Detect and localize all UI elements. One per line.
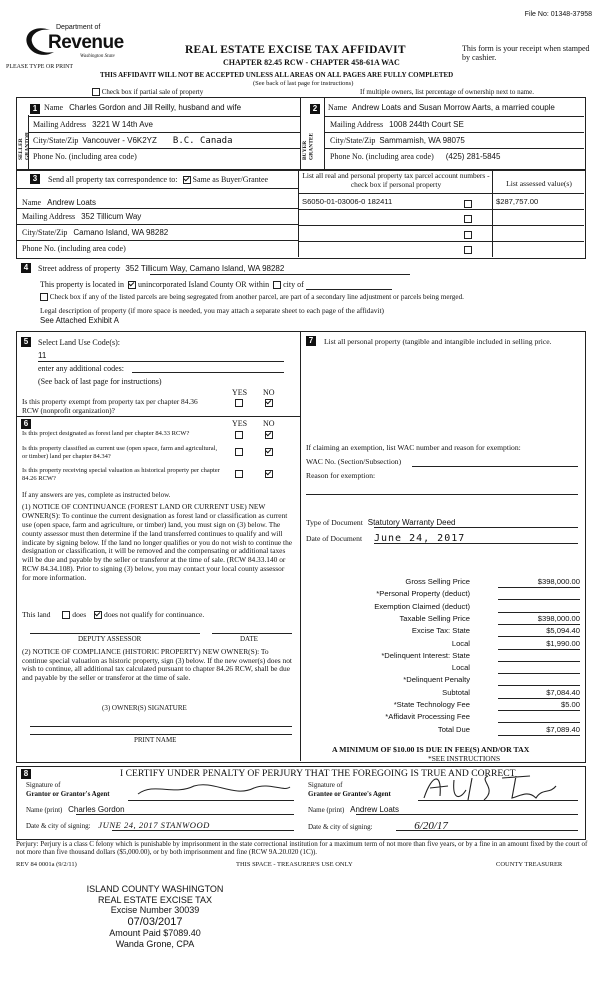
fee-amount[interactable]: $1,990.00 (498, 640, 580, 650)
please-type: PLEASE TYPE OR PRINT (6, 64, 74, 70)
fee-amount[interactable] (498, 590, 580, 600)
section-7-number: 7 (306, 336, 316, 346)
city-of-checkbox[interactable] (273, 281, 281, 289)
fee-label: *Delinquent Interest: State (381, 650, 470, 660)
buyer-mailing-row (330, 120, 464, 129)
fee-row (340, 713, 580, 723)
assessed-value[interactable]: $287,757.00 (496, 197, 539, 206)
grantor-name[interactable]: Charles Gordon (68, 805, 125, 814)
reason-label: Reason for exemption: (306, 471, 376, 480)
s3-city[interactable]: Camano Island, WA 98282 (73, 228, 169, 237)
current-use-no-checkbox[interactable] (265, 447, 273, 456)
fee-label: Subtotal (442, 687, 470, 697)
buyer-name-label: Name (328, 103, 348, 112)
logo-dept-text: Department of (56, 24, 101, 31)
buyer-phone[interactable]: (425) 281-5845 (445, 152, 501, 161)
s3-name-row (22, 198, 96, 207)
seller-city-label: City/State/Zip (33, 136, 79, 145)
fee-row (340, 627, 580, 637)
location-row (40, 280, 304, 289)
s6-no-header: NO (263, 419, 275, 428)
fee-label: Local (451, 638, 470, 648)
stamp-tax: REAL ESTATE EXCISE TAX (97, 894, 213, 905)
deputy-assessor-label: DEPUTY ASSESSOR (78, 635, 142, 643)
does-label: does (72, 610, 87, 619)
fee-row (340, 578, 580, 588)
grantor-date-row (26, 820, 210, 830)
owner-signature-label: (3) OWNER(S) SIGNATURE (102, 704, 187, 712)
fee-label: Local (451, 663, 470, 673)
receipt-note: This form is your receipt when stamped by cashier. (462, 44, 590, 63)
grantor-sig-label-2: Grantor or Grantor's Agent (26, 790, 110, 798)
grantor-date-label: Date & city of signing: (26, 822, 91, 830)
additional-codes-label: enter any additional codes: (38, 364, 124, 373)
s3-city-row (22, 228, 168, 237)
personal-property-checkbox-3[interactable] (464, 230, 472, 239)
multiple-owners-note: If multiple owners, list percentage of ownership next to name. (360, 88, 534, 96)
seller-mailing-row (33, 120, 153, 129)
does-checkbox[interactable] (62, 611, 70, 619)
does-not-label: does not (104, 610, 130, 619)
stamp-county: ISLAND COUNTY WASHINGTON (86, 884, 224, 894)
section-6-number: 6 (21, 419, 31, 429)
buyer-mailing[interactable]: 1008 244th Court SE (389, 120, 464, 129)
fee-amount[interactable]: $5.00 (498, 701, 580, 711)
section-2-number: 2 (310, 104, 320, 114)
stamp-date: 07/03/2017 (127, 915, 183, 928)
s3-name-label: Name (22, 198, 42, 207)
fee-amount[interactable]: $398,000.00 (498, 578, 580, 588)
treasurer-stamp (70, 884, 240, 949)
notice-compliance: (2) NOTICE OF COMPLIANCE (HISTORIC PROPERTY) NEW OWNER(S): To continue special valuation as historic property, sign (3) below. If the new owner(s) does not wish to continue, all additional tax calculated pursuant to chapter 84.26 RCW, shall be due and payable by the seller or transferor at the time of sale. (22, 647, 292, 683)
form-title: REAL ESTATE EXCISE TAX AFFIDAVIT (185, 44, 406, 56)
fee-label: Excise Tax: State (411, 626, 470, 636)
s5-yes-header: YES (232, 388, 248, 397)
partial-sale-label: Check box if partial sale of property (101, 88, 204, 96)
forest-question: Is this project designated as forest land per chapter 84.33 RCW? (22, 430, 190, 437)
print-name-label: PRINT NAME (134, 736, 177, 744)
stamp-amount: Amount Paid $7089.40 (109, 928, 201, 939)
s3-city-label: City/State/Zip (22, 228, 68, 237)
unincorporated-checkbox[interactable] (128, 281, 136, 289)
seller-city[interactable]: Vancouver - V6K2YZ (82, 136, 157, 145)
legal-label: Legal description of property (if more space is needed, you may attach a separate sheet to each page of the affidavit) (40, 306, 384, 315)
street-row (38, 264, 284, 273)
grantee-name[interactable]: Andrew Loats (350, 805, 400, 814)
seller-mailing-label: Mailing Address (33, 120, 87, 129)
fee-label: Exemption Claimed (deduct) (374, 601, 470, 611)
s3-phone-label: Phone No. (including area code) (22, 244, 126, 253)
fee-row (340, 701, 580, 711)
fee-row (340, 676, 580, 686)
segregated-row (40, 293, 590, 301)
s3-mailing-row (22, 212, 141, 221)
fee-label: Gross Selling Price (405, 577, 470, 586)
seller-phone-label: Phone No. (including area code) (33, 152, 137, 161)
buyer-phone-row (330, 152, 500, 161)
street-address[interactable]: 352 Tillicum Way, Camano Island, WA 98282 (125, 264, 285, 273)
same-as-buyer-checkbox[interactable] (183, 176, 191, 184)
send-correspondence-row (48, 175, 268, 184)
exempt-no-checkbox[interactable] (265, 398, 273, 407)
assessed-header: List assessed value(s) (506, 179, 572, 188)
minimum-due-note: A MINIMUM OF $10.00 IS DUE IN FEE(S) AND/OR TAX (332, 745, 530, 754)
doc-type[interactable]: Statutory Warranty Deed (367, 518, 456, 527)
personal-property-checkbox-1[interactable] (464, 199, 472, 208)
file-number: File No: 01348-37958 (524, 11, 592, 18)
grantee-date-label: Date & city of signing: (308, 823, 373, 831)
fee-amount[interactable] (498, 676, 580, 686)
partial-sale-checkbox[interactable] (92, 88, 100, 96)
segregated-checkbox[interactable] (40, 293, 48, 301)
doc-date-label: Date of Document (306, 534, 363, 543)
fee-amount[interactable] (498, 664, 580, 674)
buyer-name-row (328, 103, 583, 112)
seller-mailing[interactable]: 3221 W 14th Ave (92, 120, 153, 129)
fee-amount[interactable] (498, 603, 580, 613)
s5-no-header: NO (263, 388, 275, 397)
seller-name-row (44, 103, 298, 112)
fee-label: *State Technology Fee (393, 700, 470, 709)
grantee-name-label: Name (print) (308, 806, 345, 814)
current-use-yes-checkbox[interactable] (235, 447, 243, 456)
s3-mailing[interactable]: 352 Tillicum Way (81, 212, 142, 221)
historic-yes-checkbox[interactable] (235, 469, 243, 478)
buyer-city-row (330, 136, 465, 145)
does-not-checkbox[interactable] (94, 611, 102, 619)
partial-sale-row (92, 88, 203, 96)
grantor-date[interactable]: JUNE 24, 2017 STANWOOD (98, 820, 210, 830)
personal-property-checkbox-2[interactable] (464, 214, 472, 223)
parcel-header: List all real and personal property tax parcel account numbers - check box if personal property (302, 171, 490, 189)
continuance-row (22, 611, 204, 620)
s6-yes-header: YES (232, 419, 248, 428)
seller-side-label: SELLER GRANTOR (18, 131, 31, 160)
grantor-sig-label-1: Signature of (26, 781, 61, 789)
notice-continuance: (1) NOTICE OF CONTINUANCE (FOREST LAND OR CURRENT USE) NEW OWNER(S): To continue the current designation as forest land or classification as current use (open space, farm and agriculture, or timber) land, you must sign on (3) below. The county assessor must then determine if the land transferred continues to qualify and will indicate by signing below. If the land no longer qualifies or you do not wish to continue the designation or classification, it will be removed and the compensating or additional taxes will be due and payable by the seller or transferor at the time of sale. (RCW 84.33.140 or RCW 84.34.108). Prior to signing (3) below, you may contact your local county assessor for more information. (22, 502, 293, 582)
seller-name-label: Name (44, 103, 64, 112)
grantee-signature (418, 770, 568, 804)
this-land-label: This land (22, 610, 51, 619)
fee-row (340, 664, 580, 674)
current-use-question: Is this property classified as current use (open space, farm and agricultural, or timber) land per chapter 84.34? (22, 445, 218, 460)
fee-row (340, 640, 580, 650)
fee-label: Total Due (437, 724, 470, 734)
buyer-city[interactable]: Sammamish, WA 98075 (379, 136, 465, 145)
fee-amount[interactable] (498, 652, 580, 662)
grantee-date-row (308, 820, 448, 833)
street-label: Street address of property (38, 264, 121, 273)
forest-no-checkbox[interactable] (265, 430, 273, 439)
located-in-label: This property is located in (40, 280, 124, 289)
logo-state-text: Washington State (80, 54, 115, 59)
treasurer-use-note: THIS SPACE - TREASURER'S USE ONLY (236, 861, 353, 868)
fee-amount[interactable] (498, 713, 580, 723)
seller-name[interactable]: Charles Gordon and Jill Reilly, husband and wife (69, 103, 242, 112)
fee-amount[interactable]: $7,089.40 (498, 726, 580, 736)
send-correspondence-label: Send all property tax correspondence to: (48, 175, 178, 184)
stamp-excise-number: Excise Number 30039 (110, 905, 200, 916)
fee-row (340, 590, 580, 600)
land-use-code[interactable]: 11 (38, 351, 47, 360)
grantee-date[interactable]: 6/20/17 (414, 820, 448, 832)
fee-amount[interactable]: $5,094.40 (498, 627, 580, 637)
certify-statement: I CERTIFY UNDER PENALTY OF PERJURY THAT THE FOREGOING IS TRUE AND CORRECT (120, 768, 516, 779)
segregated-label: Check box if any of the listed parcels are being segregated from another parcel, are part of a secondary line adjustment or parcels being merged. (49, 293, 464, 301)
buyer-city-label: City/State/Zip (330, 136, 376, 145)
fee-row (340, 689, 580, 699)
if-yes-note: If any answers are yes, complete as instructed below. (22, 491, 171, 499)
section-3-number: 3 (30, 174, 40, 184)
grantor-signature (134, 778, 294, 800)
stamp-signer: Wanda Grone, CPA (115, 938, 195, 949)
exempt-yes-checkbox[interactable] (235, 398, 243, 407)
grantor-name-label: Name (print) (26, 806, 63, 814)
section-1-number: 1 (30, 104, 40, 114)
same-as-buyer-label: Same as Buyer/Grantee (192, 175, 269, 184)
fee-label: *Affidavit Processing Fee (385, 712, 470, 722)
not-accepted-note: THIS AFFIDAVIT WILL NOT BE ACCEPTED UNLESS ALL AREAS ON ALL PAGES ARE FULLY COMPLETED (100, 71, 454, 79)
logo-revenue-text: Revenue (48, 32, 124, 53)
legal-description[interactable]: See Attached Exhibit A (40, 316, 119, 325)
fee-row (340, 726, 580, 736)
form-revision: REV 84 0001a (9/2/11) (16, 861, 77, 868)
buyer-mailing-label: Mailing Address (330, 120, 384, 129)
qualify-label: qualify for continuance. (131, 610, 205, 619)
perjury-statement: Perjury: Perjury is a class C felony which is punishable by imprisonment in the state correctional institution for a maximum term of not more than five years, or by a fine in an amount fixed by the court of not more than five thousand dollars ($5,000.00), or by both imprisonment and fine (RCW 9A.20.020 (1C)). (16, 840, 588, 857)
fee-row (340, 615, 580, 625)
grantee-sig-label-1: Signature of (308, 781, 343, 789)
seller-city-row (33, 136, 298, 147)
section-8-number: 8 (21, 769, 31, 779)
county-treasurer-label: COUNTY TREASURER (496, 861, 563, 868)
doc-date[interactable]: June 24, 2017 (374, 533, 466, 544)
historic-question: Is this property receiving special valuation as historical property per chapter 84.26 RCW? (22, 467, 220, 482)
unincorporated-label: unincorporated Island County OR within (137, 280, 270, 289)
buyer-name[interactable]: Andrew Loats and Susan Morrow Aarts, a married couple (352, 103, 555, 112)
seller-city-extra[interactable]: B.C. Canada (172, 136, 233, 146)
personal-property-checkbox-4[interactable] (464, 245, 472, 254)
fee-amount[interactable]: $398,000.00 (498, 615, 580, 625)
buyer-side-label: BUYER GRANTEE (302, 132, 315, 160)
form-chapter: CHAPTER 82.45 RCW - CHAPTER 458-61A WAC (223, 58, 400, 67)
s3-name[interactable]: Andrew Loats (47, 198, 97, 207)
exemption-claim-label: If claiming an exemption, list WAC number and reason for exemption: (306, 443, 521, 452)
buyer-phone-label: Phone No. (including area code) (330, 152, 434, 161)
land-use-label: Select Land Use Code(s): (38, 338, 120, 347)
assessor-date-label: DATE (240, 635, 258, 643)
section-4-number: 4 (21, 263, 31, 273)
fee-row (340, 603, 580, 613)
fee-label: Taxable Selling Price (399, 613, 470, 623)
land-use-see-back: (See back of last page for instructions) (38, 377, 162, 386)
fee-row (340, 652, 580, 662)
exempt-question: Is this property exempt from property tax per chapter 84.36 RCW (nonprofit organization)? (22, 397, 198, 415)
personal-property-label: List all personal property (tangible and intangible included in selling price. (324, 337, 552, 346)
fee-label: *Personal Property (deduct) (376, 589, 470, 599)
fee-label: *Delinquent Penalty (403, 675, 470, 685)
dor-logo (20, 22, 130, 66)
city-of-label: city of (283, 280, 304, 289)
see-back-note: (See back of last page for instructions) (253, 80, 354, 87)
historic-no-checkbox[interactable] (265, 469, 273, 478)
doc-type-label: Type of Document (306, 518, 363, 527)
wac-label: WAC No. (Section/Subsection) (306, 457, 402, 466)
s3-mailing-label: Mailing Address (22, 212, 76, 221)
grantee-sig-label-2: Grantee or Grantee's Agent (308, 790, 391, 798)
see-instructions-note: *SEE INSTRUCTIONS (428, 754, 501, 763)
parcel-number[interactable]: S6050-01-03006-0 182411 (302, 197, 393, 206)
fee-amount[interactable]: $7,084.40 (498, 689, 580, 699)
section-5-number: 5 (21, 337, 31, 347)
forest-yes-checkbox[interactable] (235, 430, 243, 439)
